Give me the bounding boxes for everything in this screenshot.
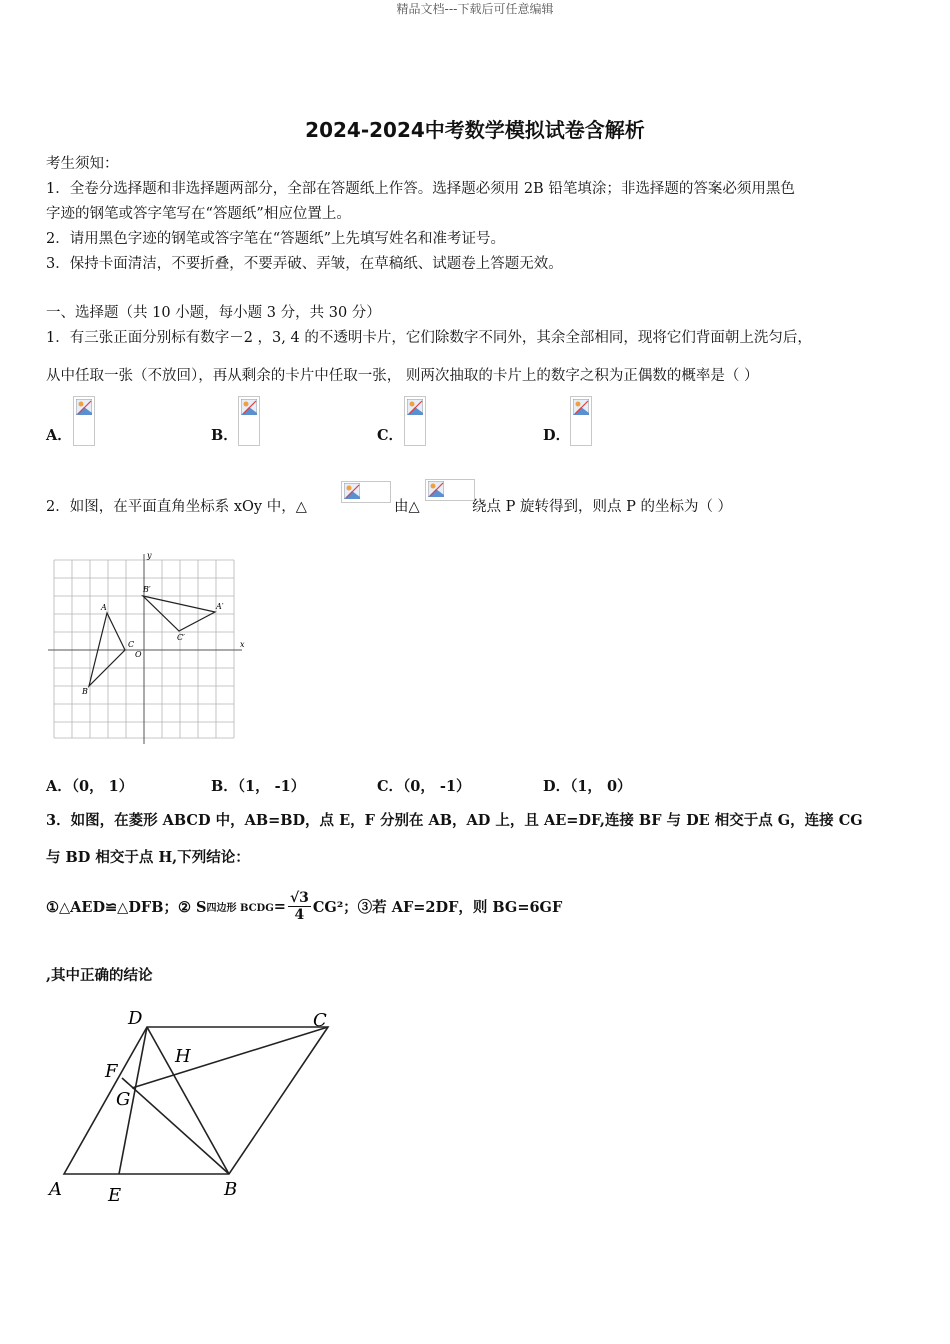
q2-label-b-prime: B′ bbox=[143, 585, 151, 594]
q1-option-a-label: A． bbox=[46, 427, 72, 444]
q3-line-2: 与 BD 相交于点 H,下列结论： bbox=[46, 849, 250, 866]
q2-text-part-1: 2．如图，在平面直角坐标系 xOy 中，△ bbox=[46, 499, 307, 515]
page-title: 2024-2024中考数学模拟试卷含解析 bbox=[305, 118, 645, 142]
q1-line-1: 1．有三张正面分别标有数字－2 ，3, 4 的不透明卡片，它们除数字不同外，其余全部相同，现将它们背面朝上洗匀后， bbox=[46, 330, 812, 346]
q2-option-b: B．（1， -1） bbox=[211, 778, 306, 795]
section-heading: 一、选择题（共 10 小题，每小题 3 分，共 30 分） bbox=[46, 305, 381, 321]
q2-label-c: C bbox=[128, 640, 135, 649]
q2-triangle-a1b1c1 bbox=[143, 596, 215, 631]
q1-line-2: 从中任取一张（不放回），再从剩余的卡片中任取一张， 则两次抽取的卡片上的数字之积为正偶数的概率是（ ） bbox=[46, 368, 759, 384]
page-header: 精品文档---下载后可任意编辑 bbox=[396, 2, 554, 16]
q1-option-a-broken-image-icon bbox=[73, 396, 95, 446]
q2-option-d: D．（1， 0） bbox=[543, 778, 632, 795]
q2-option-a: A．（0， 1） bbox=[46, 778, 134, 795]
q1-option-d-broken-image-icon bbox=[570, 396, 592, 446]
q3-label-b: B bbox=[224, 1179, 238, 1200]
q3-fraction-numerator: √3 bbox=[289, 889, 309, 906]
q3-label-a: A bbox=[49, 1179, 62, 1200]
q3-conclusion-2-3: CG²；③若 AF=2DF，则 BG=6GF bbox=[312, 898, 563, 916]
q2-x-axis-label: x bbox=[240, 640, 245, 649]
q1-option-b-broken-image-icon bbox=[238, 396, 260, 446]
q1-option-c-broken-image-icon bbox=[404, 396, 426, 446]
q1-option-c-label: C． bbox=[377, 427, 404, 444]
q2-label-c-prime: C′ bbox=[177, 633, 185, 642]
q2-text-part-3: 绕点 P 旋转得到，则点 P 的坐标为（ ） bbox=[472, 499, 733, 515]
q3-rhombus-abcd bbox=[64, 1027, 328, 1174]
q2-label-a: A bbox=[101, 603, 107, 612]
q2-option-c: C．（0， -1） bbox=[377, 778, 471, 795]
notice-line-1a: 1．全卷分选择题和非选择题两部分，全部在答题纸上作答。选择题必须用 2B 铅笔填涂；非选择题的答案必须用黑色 bbox=[46, 181, 795, 197]
q3-segment-gc bbox=[132, 1027, 328, 1088]
q3-fraction-denominator: 4 bbox=[294, 906, 305, 923]
q1-option-b-label: B． bbox=[211, 427, 238, 444]
q3-conclusions bbox=[46, 878, 562, 934]
q2-label-a-prime: A′ bbox=[216, 602, 224, 611]
q2-text-part-2: 由△ bbox=[394, 499, 420, 515]
q3-label-f: F bbox=[105, 1061, 118, 1082]
q2-y-axis-label: y bbox=[147, 551, 152, 560]
q2-label-b: B bbox=[82, 687, 88, 696]
notice-line-1b: 字迹的钢笔或答字笔写在“答题纸”相应位置上。 bbox=[46, 206, 351, 222]
q3-label-g: G bbox=[116, 1089, 131, 1110]
q3-rhombus-figure bbox=[44, 1004, 344, 1209]
q3-conclusion-1: ①△AED≌△DFB；② S bbox=[46, 898, 207, 916]
notice-line-2: 2．请用黑色字迹的钢笔或答字笔在“答题纸”上先填写姓名和准考证号。 bbox=[46, 231, 506, 247]
q2-origin-label: O bbox=[135, 650, 142, 659]
q3-label-c: C bbox=[313, 1010, 327, 1031]
q3-area-subscript: 四边形 BCDG bbox=[206, 902, 274, 914]
q3-label-d: D bbox=[128, 1008, 143, 1029]
q1-option-d-label: D． bbox=[543, 427, 571, 444]
q2-triangle-1-broken-image-icon bbox=[341, 481, 391, 503]
q2-coordinate-grid-figure bbox=[44, 548, 254, 748]
q3-label-e: E bbox=[108, 1185, 122, 1206]
q2-triangle-2-broken-image-icon bbox=[425, 479, 475, 501]
q3-line-4: ,其中正确的结论 bbox=[46, 967, 153, 984]
notice-heading: 考生须知： bbox=[46, 156, 119, 172]
q3-segment-fb bbox=[122, 1078, 229, 1174]
q3-equals: = bbox=[273, 897, 286, 915]
q3-label-h: H bbox=[175, 1046, 191, 1067]
q3-line-1: 3．如图，在菱形 ABCD 中，AB=BD，点 E，F 分别在 AB，AD 上，且 AE=DF,连接 BF 与 DE 相交于点 G，连接 CG bbox=[46, 812, 863, 829]
q3-fraction bbox=[288, 890, 311, 923]
notice-line-3: 3．保持卡面清洁，不要折叠，不要弄破、弄皱，在草稿纸、试题卷上答题无效。 bbox=[46, 256, 563, 272]
